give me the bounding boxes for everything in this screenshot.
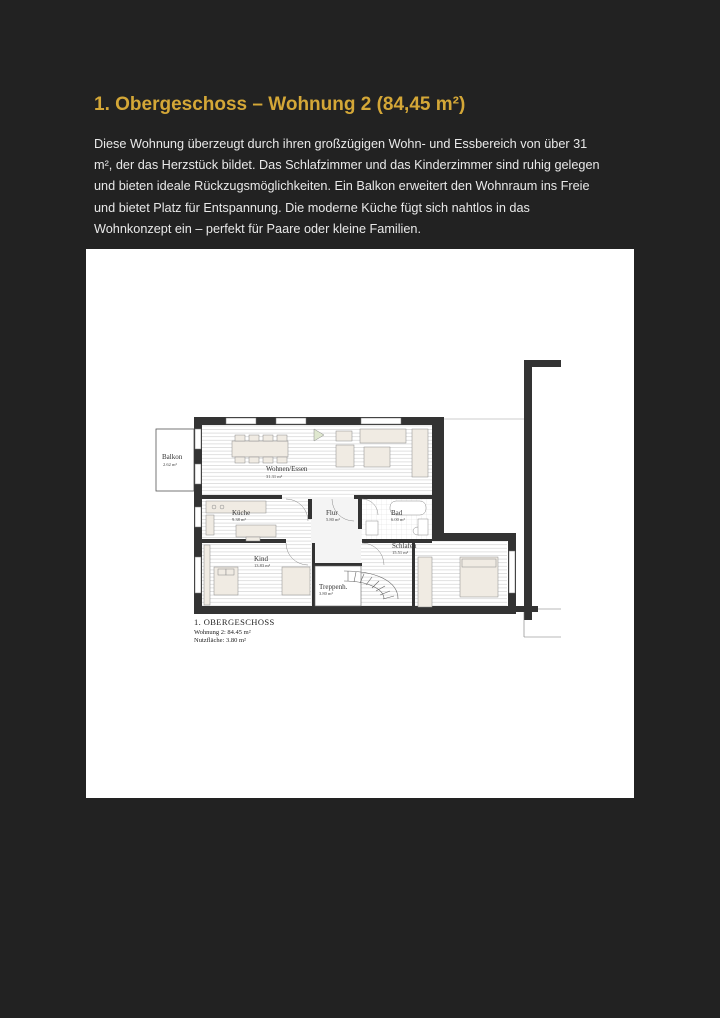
floorplan-caption — [194, 617, 275, 644]
room-area-kueche: 9.38 m² — [232, 517, 246, 522]
room-label-flur: Flur — [326, 509, 338, 517]
room-label-balkon: Balkon — [162, 453, 183, 461]
description-line: und bietet Platz für Entspannung. Die moderne Küche fügt sich nahtlos in das — [94, 200, 530, 215]
room-area-bad: 6.00 m² — [391, 517, 405, 522]
room-label-treppe: Treppenh. — [319, 583, 348, 591]
caption-usable-area: Nutzfläche: 3.80 m² — [194, 637, 246, 644]
room-label-bad: Bad — [391, 509, 403, 517]
description-paragraph — [94, 134, 639, 240]
caption-apartment-area: Wohnung 2: 84.45 m² — [194, 629, 251, 636]
room-area-treppe: 3.80 m² — [319, 591, 333, 596]
room-label-schlafen: Schlafen — [392, 542, 417, 550]
room-area-flur: 5.80 m² — [326, 517, 340, 522]
description-line: Wohnkonzept ein – perfekt für Paare oder kleine Familien. — [94, 221, 422, 236]
floorplan-frame — [86, 249, 634, 798]
floorplan-drawing — [86, 249, 634, 798]
room-area-wohnen: 31.31 m² — [266, 474, 283, 479]
balkon-area — [156, 429, 194, 491]
description-line: Diese Wohnung überzeugt durch ihren großzügigen Wohn- und Essbereich von über 31 — [94, 137, 588, 151]
room-label-kueche: Küche — [232, 509, 251, 517]
room-area-schlafen: 15.51 m² — [392, 550, 409, 555]
description-line: m², der das Herzstück bildet. Das Schlafzimmer und das Kinderzimmer sind ruhig gelegen — [94, 158, 600, 173]
room-label-kind: Kind — [254, 555, 268, 563]
room-area-kind: 13.83 m² — [254, 563, 271, 568]
caption-title: 1. OBERGESCHOSS — [194, 617, 275, 627]
description-line: und bieten ideale Rückzugsmöglichkeiten. Ein Balkon erweitert den Wohnraum ins Freie — [94, 179, 590, 194]
room-label-wohnen: Wohnen/Essen — [266, 465, 308, 473]
page-title: 1. Obergeschoss – Wohnung 2 (84,45 m²) — [94, 94, 466, 115]
room-area-balkon: 2.62 m² — [163, 462, 177, 467]
